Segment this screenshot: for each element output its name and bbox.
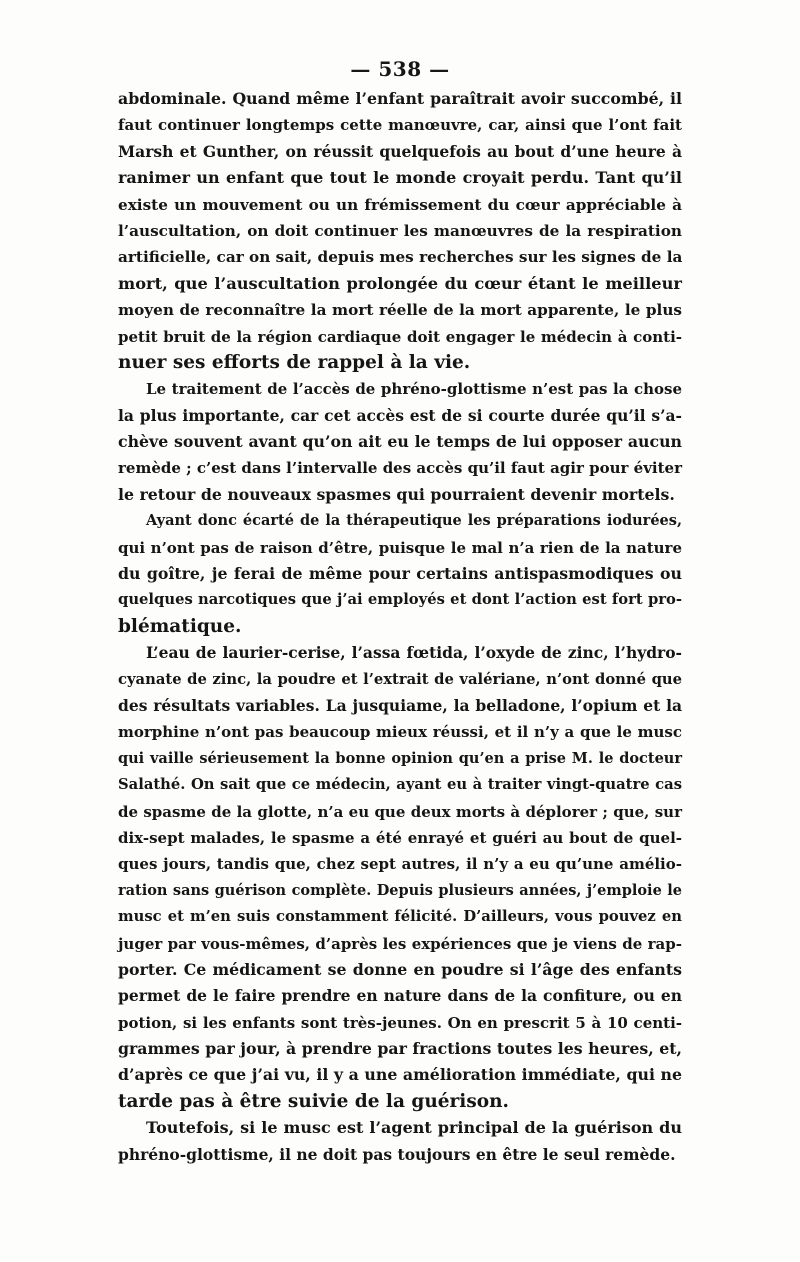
text-line: juger par vous-mêmes, d’après les expériences que je viens de rap- [118, 934, 682, 953]
paragraph [118, 86, 682, 376]
text-line: de spasme de la glotte, n’a eu que deux morts à déplorer ; que, sur [118, 802, 682, 821]
text-line: qui n’ont pas de raison d’être, puisque le mal n’a rien de la nature [118, 538, 682, 557]
body-text [118, 86, 682, 1168]
text-line: moyen de reconnaître la mort réelle de la mort apparente, le plus [118, 301, 682, 320]
text-line: Marsh et Gunther, on réussit quelquefois au bout d’une heure à [118, 141, 682, 161]
text-line: mort, que l’auscultation prolongée du cœur étant le meilleur [118, 273, 682, 293]
text-line: Toutefois, si le musc est l’agent principal de la guérison du [146, 1118, 682, 1138]
text-line: dix-sept malades, le spasme a été enrayé et guéri au bout de quel- [118, 828, 682, 847]
text-line: Salathé. On sait que ce médecin, ayant eu à traiter vingt-quatre cas [118, 776, 682, 794]
text-line: l’auscultation, on doit continuer les manœuvres de la respiration [118, 221, 682, 240]
text-line: des résultats variables. La jusquiame, la belladone, l’opium et la [118, 695, 682, 715]
text-line: petit bruit de la région cardiaque doit engager le médecin à conti- [118, 327, 682, 346]
text-line: ration sans guérison complète. Depuis plusieurs années, j’emploie le [118, 881, 682, 899]
text-line: abdominale. Quand même l’enfant paraîtrait avoir succombé, il [118, 89, 682, 108]
text-line: Ayant donc écarté de la thérapeutique les préparations iodurées, [146, 512, 682, 530]
text-line: qui vaille sérieusement la bonne opinion qu’en a prise M. le docteur [118, 749, 682, 767]
text-line: tarde pas à être suivie de la guérison. [118, 1090, 509, 1112]
text-line: existe un mouvement ou un frémissement du cœur appréciable à [118, 195, 682, 214]
text-line: Le traitement de l’accès de phréno-glottisme n’est pas la chose [146, 380, 682, 399]
text-line: faut continuer longtemps cette manœuvre, car, ainsi que l’ont fait [118, 116, 682, 135]
text-line: morphine n’ont pas beaucoup mieux réussi, et il n’y a que le musc [118, 723, 682, 742]
text-line: grammes par jour, à prendre par fractions toutes les heures, et, [118, 1039, 682, 1059]
text-line: porter. Ce médicament se donne en poudre si l’âge des enfants [118, 959, 682, 979]
paragraph [118, 376, 682, 508]
text-line: d’après ce que j’ai vu, il y a une amélioration immédiate, qui ne [118, 1065, 682, 1085]
text-line: quelques narcotiques que j’ai employés et dont l’action est fort pro- [118, 591, 682, 609]
text-line: phréno-glottisme, il ne doit pas toujours en être le seul remède. [118, 1144, 676, 1164]
text-line: ranimer un enfant que tout le monde croyait perdu. Tant qu’il [118, 168, 682, 188]
text-line: artificielle, car on sait, depuis mes recherches sur les signes de la [118, 248, 683, 267]
text-line: le retour de nouveaux spasmes qui pourraient devenir mortels. [118, 484, 675, 504]
paragraph [118, 1115, 682, 1168]
text-line: cyanate de zinc, la poudre et l’extrait de valériane, n’ont donné que [118, 670, 682, 688]
paragraph [118, 508, 682, 640]
text-line: potion, si les enfants sont très-jeunes. On en prescrit 5 à 10 centi- [118, 1013, 682, 1032]
paragraph [118, 640, 682, 1115]
text-line: permet de le faire prendre en nature dans de la confiture, ou en [118, 986, 682, 1006]
text-line: ques jours, tandis que, chez sept autres, il n’y a eu qu’une amélio- [118, 855, 682, 874]
text-line: L’eau de laurier-cerise, l’assa fœtida, l’oxyde de zinc, l’hydro- [146, 643, 682, 663]
text-line: du goître, je ferai de même pour certains antispasmodiques ou [118, 564, 682, 584]
text-line: nuer ses efforts de rappel à la vie. [118, 351, 471, 373]
text-line: la plus importante, car cet accès est de si courte durée qu’il s’a- [118, 405, 682, 425]
page-number: — 538 — [350, 57, 450, 81]
text-line: remède ; c’est dans l’intervalle des accès qu’il faut agir pour éviter [118, 459, 682, 478]
text-line: blématique. [118, 615, 242, 637]
text-line: musc et m’en suis constamment félicité. D’ailleurs, vous pouvez en [118, 908, 682, 926]
text-line: chève souvent avant qu’on ait eu le temps de lui opposer aucun [118, 432, 682, 452]
